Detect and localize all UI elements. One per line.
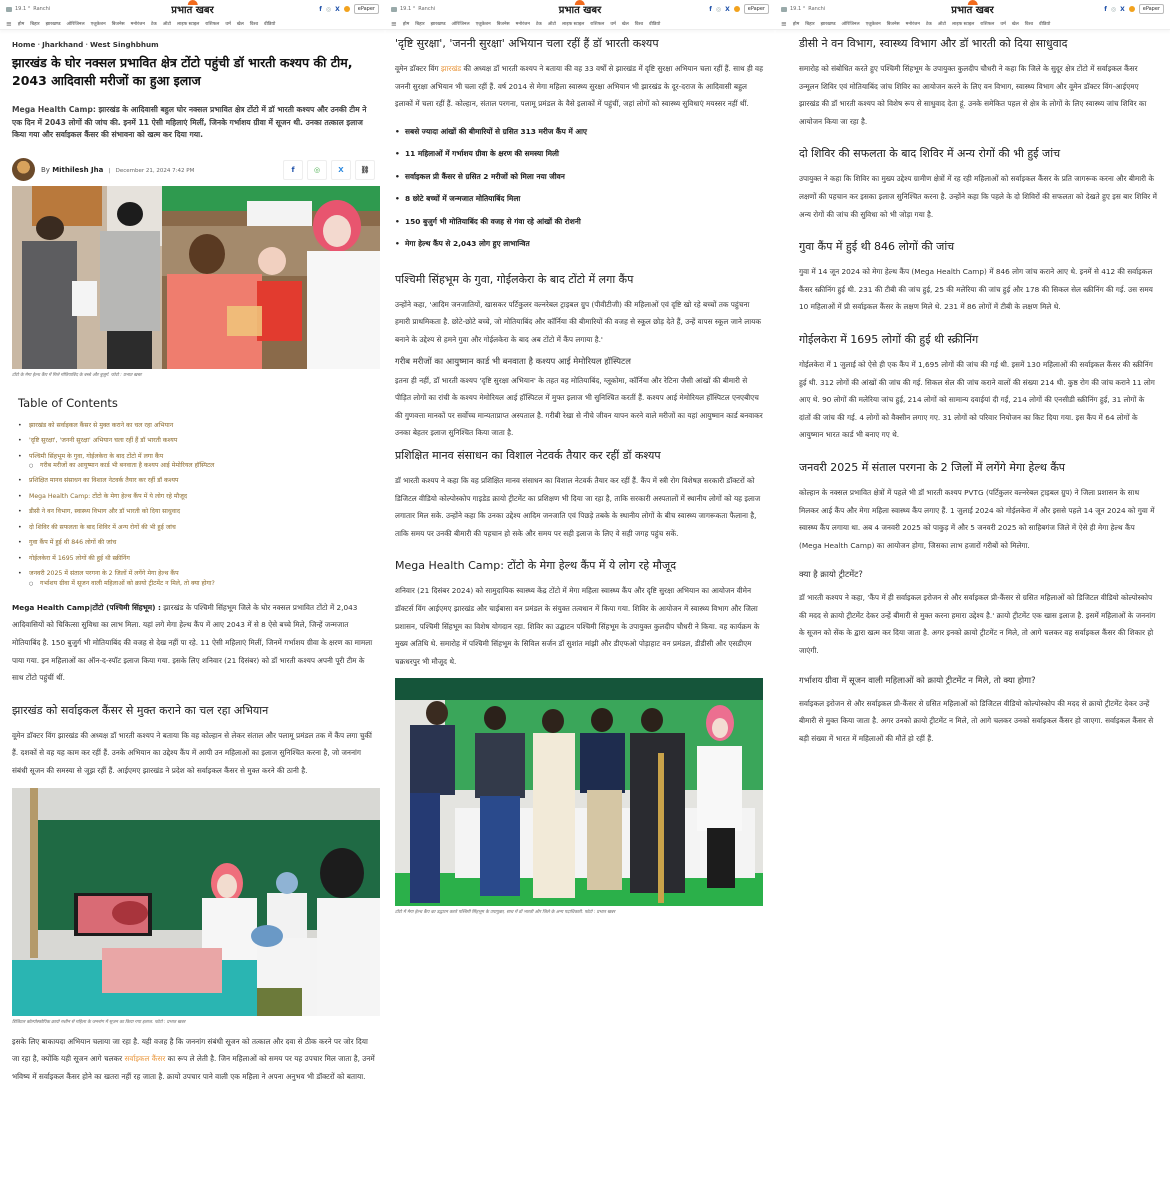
section-heading: डीसी ने वन विभाग, स्वास्थ्य विभाग और डॉ भारती को दिया साधुवाद xyxy=(799,37,1068,50)
section-heading: गुवा कैंप में हुई थी 846 लोगों की जांच xyxy=(799,240,955,254)
nav-item[interactable]: होम xyxy=(17,21,25,27)
dateline: Mega Health Camp|टोंटो (पश्चिमी सिंहभूम) : xyxy=(12,602,161,612)
weather-icon xyxy=(6,7,12,12)
nav-item[interactable]: बिजनेस xyxy=(496,21,510,27)
share-buttons xyxy=(283,160,375,180)
location: Ranchi xyxy=(418,6,436,12)
jharkhand-link[interactable]: झारखंड xyxy=(440,64,462,73)
nav-item[interactable]: बिहार xyxy=(415,21,425,27)
nav-item[interactable]: धर्म xyxy=(225,21,231,27)
nav-item[interactable]: झारखण्ड xyxy=(45,21,61,27)
nav-item[interactable]: ओरिजिनल xyxy=(451,21,470,27)
nav-item[interactable]: बिजनेस xyxy=(886,21,900,27)
nav-item[interactable]: खेल xyxy=(1011,21,1019,27)
epaper-button[interactable]: ePaper xyxy=(744,4,769,14)
site-topbar xyxy=(0,0,385,18)
main-nav xyxy=(775,18,1170,30)
nav-item[interactable]: टेक xyxy=(535,21,542,27)
section-paragraph: कोल्हान के नक्सल प्रभावित क्षेत्रों में पहले भी डॉ भारती कश्यप PVTG (पर्टिकुलर वल्नरेबल ट्राइबल ग्रुप) ने जिला प्रशासन के साथ मिलकर आई कैंप और मेगा महिला स्वास्थ्य कैंप लगाए हैं. 1 जुलाई 2024 को गोईलकेरा में और इससे पहले 14 जून 2024 को गुवा में स्वास्थ्य कैंप लगाया था. अब 4 जनवरी 2025 को पाकुड़ में और 5 जनवरी 2025 को साहिबगंज जिले में ऐसे ही मेगा हेल्थ कैंप (Mega Health Camp) का आयोजन होगा, जिसका लाभ हजारों गरीबों को मिलेगा. xyxy=(799,487,1155,550)
hero-image-right xyxy=(162,186,380,369)
nav-item[interactable]: मनोरंजन xyxy=(130,21,145,27)
nav-item[interactable]: एजुकेशन xyxy=(865,21,881,27)
weather-icon xyxy=(781,7,787,12)
nav-item[interactable]: एजुकेशन xyxy=(475,21,491,27)
highlight-item: • सबसे ज्यादा आंखों की बीमारियों से ग्रसित 313 मरीज कैंप में आए xyxy=(395,121,763,144)
author-avatar[interactable] xyxy=(12,158,35,181)
section-heading: झारखंड को सर्वाइकल कैंसर से मुक्त कराने का चल रहा अभियान xyxy=(12,703,269,717)
inauguration-photo xyxy=(395,678,763,906)
toc-item[interactable]: • डीसी ने वन विभाग, स्वास्थ्य विभाग और डॉ भारती को दिया साधुवाद xyxy=(18,504,375,520)
nav-item[interactable]: वीडियो xyxy=(264,21,276,27)
nav-item[interactable]: टेक xyxy=(925,21,932,27)
toc-item[interactable]: • पश्चिमी सिंहभूम के गुवा, गोईलकेरा के बाद टोंटो में लगा कैंप xyxy=(18,449,375,465)
highlight-item: • 150 बुजुर्ग भी मोतियाबिंद की वजह से गंवा रहे आंखों की रोशनी xyxy=(395,211,763,234)
weather-icon xyxy=(391,7,397,12)
nav-item[interactable]: ऑटो xyxy=(162,21,172,27)
section-paragraph: गुवा में 14 जून 2024 को मेगा हेल्थ कैंप (Mega Health Camp) में 846 लोग जांच कराने आए थे. इनमें से 412 की सर्वाइकल कैंसर स्क्रीनिंग हुई थी. 231 की टीबी की जांच हुई, 25 की मलेरिया की जांच हुई और 178 की सिकल सेल स्क्रीनिंग की गई. उस समय 10 महिलाओं में प्री सर्वाइकल कैंसर के लक्षण मिले थे. 231 में 86 लोगों में टीबी के लक्षण मिले थे. xyxy=(799,267,1153,312)
nav-item[interactable]: ओरिजिनल xyxy=(841,21,860,27)
intro-paragraph xyxy=(12,599,375,687)
nav-item[interactable]: झारखण्ड xyxy=(820,21,836,27)
location: Ranchi xyxy=(33,6,51,12)
hamburger-menu-icon[interactable]: ≡ xyxy=(781,19,787,28)
x-icon[interactable]: X xyxy=(1120,5,1125,13)
nav-item[interactable]: टेक xyxy=(150,21,157,27)
nav-item[interactable]: ऑटो xyxy=(547,21,557,27)
weather-temp: 19.1 ° xyxy=(15,6,31,12)
section-paragraph xyxy=(12,1033,375,1086)
toc-title: Table of Contents xyxy=(18,395,118,410)
section-paragraph: समारोह को संबोधित करते हुए पश्चिमी सिंहभूम के उपायुक्त कुलदीप चौधरी ने कहा कि जिले के सुदूर क्षेत्र टोंटो में सर्वाइकल कैंसर उन्मूलन शिविर एवं मोतियाबिंद जांच शिविर का आयोजन करने के लिए वन विभाग, स्वास्थ्य विभाग और वूमेन डॉक्टर विंग-आईएमए झारखंड की डॉ भारती कश्यप को विशेष रूप से साधुवाद देता हूं. उनके समेकित पहल से क्षेत्र के लोगों के लिए स्वास्थ्य जांच शिविर का आयोजन किया जा रहा है. xyxy=(799,64,1147,126)
section-heading: गोईलकेरा में 1695 लोगों की हुई थी स्क्रीनिंग xyxy=(799,332,979,346)
nav-item[interactable]: होम xyxy=(402,21,410,27)
x-icon[interactable]: X xyxy=(725,5,730,13)
colposcopy-caption: डिजिटल कोल्पोस्कोपिक क्रायो मशीन से महिला के जननांग में सूजन का किया गया इलाज. फोटो : प्रभात खबर xyxy=(12,1019,186,1025)
nav-item[interactable]: राशिफल xyxy=(980,21,995,27)
nav-item[interactable]: होम xyxy=(792,21,800,27)
main-nav xyxy=(385,18,775,30)
facebook-icon[interactable]: f xyxy=(1104,5,1107,13)
toc-item[interactable]: • जनवरी 2025 में संताल परगना के 2 जिलों में लगेंगे मेगा हेल्थ कैंप xyxy=(18,566,375,582)
by-label: By xyxy=(41,165,50,174)
screenshot-panel-3 xyxy=(775,0,1170,1200)
toc-item[interactable]: • गुवा कैंप में हुई थी 846 लोगों की जांच xyxy=(18,535,375,551)
subsection-heading: गरीब मरीजों का आयुष्मान कार्ड भी बनवाता है कश्यप आई मेमोरियल हॉस्पिटल xyxy=(395,355,631,366)
x-icon[interactable]: X xyxy=(335,5,340,13)
paragraph-text: इसके लिए बाकायदा अभियान चलाया जा रहा है. यही वजह है कि जननांग संबंधी सूजन को तत्काल और दवा से ठीक करने पर जोर दिया जा रहा है, क्योंकि यही सूजन आगे चलकर xyxy=(12,1036,368,1064)
epaper-button[interactable]: ePaper xyxy=(354,4,379,14)
nav-item[interactable]: विश्व xyxy=(634,21,644,27)
highlight-item: • सर्वाइकल प्री कैंसर से ग्रसित 2 मरीजों को मिला नया जीवन xyxy=(395,166,763,189)
share-facebook-button[interactable] xyxy=(283,160,303,180)
section-paragraph: डॉ भारती कश्यप ने कहा कि वह प्रशिक्षित मानव संसाधन का विशाल नेटवर्क तैयार कर रहीं हैं. कैंप में स्त्री रोग विशेषज्ञ सरकारी डॉक्टरों को डिजिटल वीडियो कोल्पोस्कोप गाइडेड क्रायो ट्रीटमेंट का प्रशिक्षण भी दिया जा रहा है, ताकि सरकारी अस्पतालों में स्थानीय लोगों को यह इलाज लगातार मिल सके. उन्होंने कहा कि उनका उद्देश्य आदिम जनजाति एवं पिछड़े तबके के स्थानीय लोगों के बीच स्वास्थ्य जागरूकता फैलाना है, ताकि समय पर उनकी बीमारी की पहचान हो सके और समय पर सही इलाज के लिए वे सही जगह पहुंच सकें. xyxy=(395,475,761,538)
section-paragraph: गोईलकेरा में 1 जुलाई को ऐसे ही एक कैंप में 1,695 लोगों की जांच की गई थी. इसमें 130 महिलाओं की सर्वाइकल कैंसर की स्क्रीनिंग हुई थी. 312 लोगों की आंखों की जांच की गई. सिकल सेल की जांच कराने वालों की संख्या 214 थी. कुष्ठ रोग की जांच कराने 11 लोग आए थे. 90 लोगों की मलेरिया जांच हुई, 214 लोगों को सामान्य दवाईयां दी गईं, 214 लोगों की एनसीडी स्क्रीनिंग हुई, 31 लोगों के दांतों की जांच की गई. 4 लोगों को वैक्सीन लगाए गए. 31 लोगों को परिवार नियोजन का किट दिया गया. इस कैंप में 64 लोगों के आयुष्मान भारत कार्ड भी बनाए गए थे. xyxy=(799,359,1155,440)
highlight-item: • मेगा हेल्थ कैंप से 2,043 लोग हुए लाभान्वित xyxy=(395,233,763,256)
nav-item[interactable]: ऑटो xyxy=(937,21,947,27)
nav-item[interactable]: वीडियो xyxy=(649,21,661,27)
nav-item[interactable]: ओरिजिनल xyxy=(66,21,85,27)
nav-item[interactable]: बिजनेस xyxy=(111,21,125,27)
subsection-heading: क्या है क्रायो ट्रीटमेंट? xyxy=(799,569,863,580)
site-logo[interactable]: प्रभात खबर xyxy=(559,2,601,16)
section-heading: प्रशिक्षित मानव संसाधन का विशाल नेटवर्क तैयार कर रहीं डॉ कश्यप xyxy=(395,448,661,462)
section-paragraph: उन्होंने कहा, 'आदिम जनजातियों, खासकर पर्टिकुलर वल्नरेबल ट्राइबल ग्रुप (पीवीटीजी) की महिलाओं एवं दृष्टि खो रहे बच्चों तक पहुंचना हमारी प्राथमिकता है. छोटे-छोटे बच्चे, जो मोतियाबिंद और कॉर्निया की बीमारियों की वजह से स्कूल छोड़ देते हैं, उन्हें वापस स्कूल जाने लायक बनाने के उद्देश्य से हमने गुवा और गोईलकेरा के बाद अब टोंटो में कैंप लगाया है.' xyxy=(395,299,761,344)
site-logo[interactable]: प्रभात खबर xyxy=(951,2,993,16)
paragraph-text: का रूप ले लेती है. जिन महिलाओं को समय पर यह उपचार मिल जाता है, उनमें भविष्य में सर्वाइकल कैंसर होने का खतरा नहीं रह जाता है. क्रायो उपचार पाने वाली एक महिला ने अपना अनुभव भी डॉक्टरों को बताया. xyxy=(12,1054,375,1081)
instagram-icon[interactable]: ◎ xyxy=(325,5,332,13)
toc-item[interactable]: • दो शिविर की सफलता के बाद शिविर में अन्य रोगों की भी हुई जांच xyxy=(18,520,375,536)
highlight-item: • 8 छोटे बच्चों में जन्मजात मोतियाबिंद मिला xyxy=(395,188,763,211)
breadcrumb-west-singhbhum[interactable]: West Singhbhum xyxy=(90,40,159,49)
link-icon: ⛓ xyxy=(360,165,370,174)
epaper-button[interactable]: ePaper xyxy=(1139,4,1164,14)
notification-icon[interactable] xyxy=(734,6,740,12)
nav-item[interactable]: बिहार xyxy=(30,21,40,27)
nav-item[interactable]: मनोरंजन xyxy=(905,21,920,27)
toc-item[interactable]: • 'दृष्टि सुरक्षा', 'जननी सुरक्षा' अभियान चला रहीं हैं डॉ भारती कश्यप xyxy=(18,433,375,449)
section-paragraph: उपायुक्त ने कहा कि शिविर का मुख्य उद्देश्य ग्रामीण क्षेत्रों में रह रही महिलाओं को सर्वाइकल कैंसर के प्रति जागरूक करना और बीमारी के लक्षणों की पहचान कर इसका इलाज सुनिश्चित करना है. उन्होंने कहा कि पहले के दो शिविरों की सफलता को देखते हुए इस बार शिविर में अन्य रोगों की जांच की सुविधा को भी जोड़ा गया है. xyxy=(799,174,1157,219)
nav-item[interactable]: लाइफ स्टाइल xyxy=(952,21,975,27)
weather-temp: 19.1 ° xyxy=(790,6,806,12)
section-paragraph: डॉ भारती कश्यप ने कहा, 'कैंप में ही सर्वाइकल इरोजन से और सर्वाइकल प्री-कैंसर से ग्रसित महिलाओं को डिजिटल वीडियो कोल्पोस्कोप की मदद से क्रायो ट्रीटमेंट देकर उन्हें बीमारी से मुक्त करना हमारा उद्देश्य है.' क्रायो ट्रीटमेंट एक खास इलाज है. इसमें महिलाओं के जननांग के सूजन को सेंक के द्वारा खत्म कर दिया जाता है. अगर इनको क्रायो ट्रीटमेंट न मिले, तो आगे चलकर वह सर्वाइकल कैंसर की शिकार हो जाएंगी. xyxy=(799,593,1156,656)
nav-item[interactable]: लाइफ स्टाइल xyxy=(562,21,585,27)
main-nav xyxy=(0,18,385,30)
nav-item[interactable]: बिहार xyxy=(805,21,815,27)
cervical-cancer-link[interactable]: सर्वाइकल कैंसर xyxy=(124,1054,166,1064)
section-paragraph: सर्वाइकल इरोजन से और सर्वाइकल प्री-कैंसर से ग्रसित महिलाओं को डिजिटल वीडियो कोल्पोस्कोप की मदद से क्रायो ट्रीटमेंट देकर उन्हें बीमारी से मुक्त किया जाता है. अगर उनको क्रायो ट्रीटमेंट न मिले, तो आगे चलकर उनको सर्वाइकल कैंसर हो जाएगा. सर्वाइकल कैंसर से बड़ी संख्या में भारत में महिलाओं की मौतें हो रहीं हैं. xyxy=(799,698,1154,743)
section-paragraph: इतना ही नहीं, डॉ भारती कश्यप 'दृष्टि सुरक्षा अभियान' के तहत वह मोतियाबिंद, ग्लूकोमा, कॉर्निया और रेटिना जैसी आंखों की बीमारी से पीड़ित लोगों का रांची के कश्यप मेमोरियल आई हॉस्पिटल में मुफ्त इलाज भी सुनिश्चित करतीं हैं. कश्यप आई मेमोरियल हॉस्पिटल एनएबीएच की गुणवत्ता मानकों पर सर्वोच्च मान्यताप्राप्त अस्पताल है. गरीबी रेखा से नीचे जीवन यापन करने वाले मरीजों का यहां आयुष्मान कार्ड बनवाकर उनका बेहतर इलाज सुनिश्चित किया जाता है. xyxy=(395,375,763,438)
toc-item[interactable]: • Mega Health Camp: टोंटो के मेगा हेल्थ कैंप में ये लोग रहे मौजूद xyxy=(18,489,375,505)
toc-subitem[interactable]: ○ गरीब मरीजों का आयुष्मान कार्ड भी बनवाता है कश्यप आई मेमोरियल हॉस्पिटल xyxy=(18,461,375,471)
subsection-heading: गर्भाशय ग्रीवा में सूजन वाली महिलाओं को क्रायो ट्रीटमेंट न मिले, तो क्या होगा? xyxy=(799,674,1036,685)
nav-item[interactable]: राशिफल xyxy=(590,21,605,27)
paragraph-text: की अध्यक्ष डॉ भारती कश्यप ने बताया की वह 33 वर्षों से झारखंड में दृष्टि सुरक्षा अभियान चला रहीं हैं. साथ ही वह जननी सुरक्षा अभियान भी चला रहीं हैं. वर्ष 2014 से मेगा महिला स्वास्थ्य सुरक्षा अभियान भी झारखंड के दूर-दराज के आदिवासी बहुल इलाकों में चला रहीं हैं. कोल्हान, संताल परगना, पलामू प्रमंडल के वैसे इलाकों में पहुंचीं, जहां लोगों को स्वास्थ्य सुविधाएं मयस्सर नहीं थीं. xyxy=(395,64,763,109)
highlights-list xyxy=(395,121,763,256)
nav-item[interactable]: धर्म xyxy=(1000,21,1006,27)
breadcrumb: Home · Jharkhand · West Singhbhum xyxy=(12,40,159,49)
nav-item[interactable]: राशिफल xyxy=(205,21,220,27)
section-heading: जनवरी 2025 में संताल परगना के 2 जिलों में लगेंगे मेगा हेल्थ कैंप xyxy=(799,460,1066,474)
section-paragraph: शनिवार (21 दिसंबर 2024) को सामुदायिक स्वास्थ्य केंद्र टोंटो में मेगा महिला स्वास्थ्य कैंप और दृष्टि सुरक्षा अभियान का आयोजन वीमेन डॉक्टर्स विंग आईएमए झारखंड और चाईबासा वन प्रमंडल के संयुक्त तत्वधान में किया गया. शिविर के आयोजन में स्वास्थ्य विभाग और जिला प्रशासन, पश्चिमी सिंहभूम का विशेष योगदान रहा. शिविर का उद्घाटन पश्चिमी सिंहभूम के उपायुक्त कुलदीप चौधरी ने किया. वह कार्यक्रम के मुख्य अतिथि थे. समारोह में पश्चिमी सिंहभूम के सिविल सर्जन डॉ सुशांत मांझी और डीएफओ पोड़ाहाट वन प्रमंडल, डीडीसी और एसडीएम चक्रधरपुर भी मौजूद थे. xyxy=(395,586,760,666)
instagram-icon[interactable]: ◎ xyxy=(1110,5,1117,13)
byline-separator: | xyxy=(108,167,111,174)
section-heading: Mega Health Camp: टोंटो के मेगा हेल्थ कैंप में ये लोग रहे मौजूद xyxy=(395,559,677,573)
screenshot-panel-2 xyxy=(385,0,775,1200)
nav-item[interactable]: विश्व xyxy=(249,21,259,27)
nav-item[interactable]: मनोरंजन xyxy=(515,21,530,27)
section-paragraph: वूमेन डॉक्टर विंग झारखंड की अध्यक्ष डॉ भारती कश्यप ने बताया कि वह कोल्हान से लेकर संताल और पलामू प्रमंडल तक में कैंप लगा चुकीं हैं. दशकों से वह यह काम कर रहीं हैं. उनके अभियान का उद्देश्य कैंप में आयी उन महिलाओं का इलाज सुनिश्चित करना है, जो जननांग संबंधी सूजन की समस्या से जूझ रहीं हैं. आईएमए झारखंड ने प्रदेश को सर्वाइकल कैंसर से मुक्त करने की ठानी है. xyxy=(12,730,372,775)
nav-item[interactable]: खेल xyxy=(621,21,629,27)
highlight-item: • 11 महिलाओं में गर्भाशय ग्रीवा के क्षरण की समस्या मिली xyxy=(395,143,763,166)
screenshot-panel-1 xyxy=(0,0,385,1200)
nav-item[interactable]: विश्व xyxy=(1024,21,1034,27)
facebook-icon[interactable]: f xyxy=(319,5,322,13)
toc-item[interactable]: • झारखंड को सर्वाइकल कैंसर से मुक्त कराने का चल रहा अभियान xyxy=(18,418,375,434)
copy-link-button[interactable] xyxy=(355,160,375,180)
publish-date: December 21, 2024 7:42 PM xyxy=(115,167,195,174)
section-heading: 'दृष्टि सुरक्षा', 'जननी सुरक्षा' अभियान चला रहीं हैं डॉ भारती कश्यप xyxy=(395,37,659,50)
toc-item[interactable]: • गोईलकेरा में 1695 लोगों की हुई थी स्क्रीनिंग xyxy=(18,551,375,567)
instagram-icon[interactable]: ◎ xyxy=(715,5,722,13)
intro-text: झारखंड के पश्चिमी सिंहभूम जिले के घोर नक्सल प्रभावित टोंटो में 2,043 आदिवासियों को चिकित्सा सुविधा का लाभ मिला. यहां लगे मेगा हेल्थ कैंप में आए 2043 में से 8 ऐसे बच्चे मिले, जिन्हें जन्मजात मोतियाबिंद है. 150 बुजुर्ग भी मोतियाबिंद की वजह से देख नहीं पा रहे. 11 ऐसी महिलाएं मिलीं, जिनमें गर्भाशय ग्रीवा के क्षरण का मामला पाया गया. इन महिलाओं का ऑन-द-स्पॉट इलाज किया गया. इसके लिए शनिवार (21 दिसंबर) को डॉ भारती कश्यप अपनी पूरी टीम के साथ टोंटो पहुंचीं थीं. xyxy=(12,602,373,683)
nav-item[interactable]: वीडियो xyxy=(1039,21,1051,27)
nav-item[interactable]: झारखण्ड xyxy=(430,21,446,27)
nav-item[interactable]: एजुकेशन xyxy=(90,21,106,27)
site-logo[interactable]: प्रभात खबर xyxy=(171,2,213,16)
notification-icon[interactable] xyxy=(344,6,350,12)
location: Ranchi xyxy=(808,6,826,12)
x-icon: X xyxy=(338,165,344,174)
colposcopy-photo xyxy=(12,788,380,1016)
nav-item[interactable]: धर्म xyxy=(610,21,616,27)
inauguration-caption: टोंटो में मेगा हेल्थ कैंप का उद्घाटन करते पश्चिमी सिंहभूम के उपायुक्त, साथ में डॉ भारती और जिले के अन्य पदाधिकारी. फोटो : प्रभात खबर xyxy=(395,910,616,916)
hero-image-left xyxy=(12,186,162,369)
author-name[interactable]: Mithilesh Jha xyxy=(52,165,104,174)
article-title: झारखंड के घोर नक्सल प्रभावित क्षेत्र टोंटो पहुंची डॉ भारती कश्यप की टीम, 2043 आदिवासी मरीजों का हुआ इलाज xyxy=(12,55,353,88)
breadcrumb-home[interactable]: Home xyxy=(12,40,36,49)
toc-item[interactable]: • प्रशिक्षित मानव संसाधन का विशाल नेटवर्क तैयार कर रहीं डॉ कश्यप xyxy=(18,473,375,489)
colposcopy-image xyxy=(12,788,380,1016)
article-lead: Mega Health Camp: झारखंड के आदिवासी बहुल घोर नक्सल प्रभावित क्षेत्र टोंटो में डॉ भारती कश्यप और उनकी टीम ने एक दिन में 2043 लोगों की जांच की. इनमें 11 ऐसी महिलाएं मिलीं, जिनके गर्भाशय ग्रीवा में सूजन थी. उनका तत्काल इलाज किया गया और सर्वाइकल कैंसर की संभावना को खत्म कर दिया गया. xyxy=(12,105,367,140)
nav-item[interactable]: लाइफ स्टाइल xyxy=(177,21,200,27)
whatsapp-icon: ◎ xyxy=(313,165,321,174)
facebook-icon: f xyxy=(291,165,295,174)
section-heading: दो शिविर की सफलता के बाद शिविर में अन्य रोगों की भी हुई जांच xyxy=(799,147,1061,161)
paragraph-text: वूमेन डॉक्टर विंग xyxy=(395,64,441,73)
table-of-contents xyxy=(18,418,375,589)
section-paragraph xyxy=(395,60,763,113)
site-topbar xyxy=(775,0,1170,18)
notification-icon[interactable] xyxy=(1129,6,1135,12)
weather-temp: 19.1 ° xyxy=(400,6,416,12)
hero-image xyxy=(12,186,380,369)
section-heading: पश्चिमी सिंहभूम के गुवा, गोईलकेरा के बाद टोंटो में लगा कैंप xyxy=(395,272,634,286)
inauguration-image xyxy=(395,678,763,906)
site-topbar xyxy=(385,0,775,18)
toc-subitem[interactable]: ○ गर्भाशय ग्रीवा में सूजन वाली महिलाओं को क्रायो ट्रीटमेंट न मिले, तो क्या होगा? xyxy=(18,579,375,589)
facebook-icon[interactable]: f xyxy=(709,5,712,13)
hamburger-menu-icon[interactable]: ≡ xyxy=(6,19,12,28)
hero-image-caption: टोंटो के मेगा हेल्थ कैंप में मिले मोतियाबिंद के बच्चे और बुजुर्ग. फोटो : प्रभात खबर xyxy=(12,372,142,378)
nav-item[interactable]: खेल xyxy=(236,21,244,27)
byline xyxy=(12,158,375,182)
hamburger-menu-icon[interactable]: ≡ xyxy=(391,19,397,28)
share-x-button[interactable] xyxy=(331,160,351,180)
share-whatsapp-button[interactable] xyxy=(307,160,327,180)
breadcrumb-jharkhand[interactable]: Jharkhand xyxy=(42,40,84,49)
